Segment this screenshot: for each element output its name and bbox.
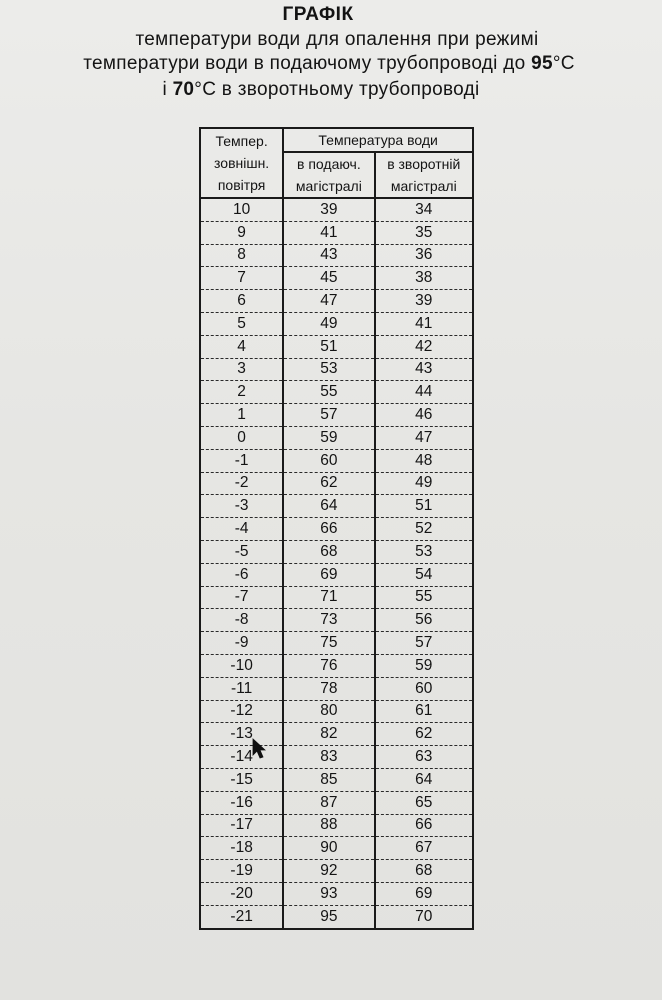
cell-return-temp: 62 <box>375 723 473 746</box>
cell-return-temp: 47 <box>375 426 473 449</box>
table-row <box>200 404 473 427</box>
supply-max-temp: 95 <box>531 53 553 74</box>
cell-return-temp: 63 <box>375 746 473 769</box>
table-row <box>200 495 473 518</box>
table-row <box>200 768 473 791</box>
header-water-temp: Температура води <box>283 128 473 152</box>
cell-return-temp: 49 <box>375 472 473 495</box>
cell-supply-temp: 95 <box>283 905 374 928</box>
cell-outdoor-temp: -5 <box>200 540 283 563</box>
cell-return-temp: 55 <box>375 586 473 609</box>
cell-outdoor-temp: -18 <box>200 837 283 860</box>
cell-outdoor-temp: 8 <box>200 244 283 267</box>
cell-supply-temp: 87 <box>283 791 374 814</box>
cell-outdoor-temp: 0 <box>200 426 283 449</box>
table-row <box>200 632 473 655</box>
cell-return-temp: 52 <box>375 518 473 541</box>
cell-return-temp: 39 <box>375 290 473 313</box>
table-row <box>200 860 473 883</box>
cell-outdoor-temp: 5 <box>200 312 283 335</box>
cell-outdoor-temp: 7 <box>200 267 283 290</box>
cell-return-temp: 51 <box>375 495 473 518</box>
cell-supply-temp: 68 <box>283 540 374 563</box>
cell-supply-temp: 43 <box>283 244 374 267</box>
subtitle-line-2 <box>0 53 660 75</box>
cell-return-temp: 70 <box>375 905 473 928</box>
cell-supply-temp: 47 <box>283 290 374 313</box>
cell-return-temp: 43 <box>375 358 473 381</box>
cell-return-temp: 38 <box>375 267 473 290</box>
cell-supply-temp: 83 <box>283 746 374 769</box>
cell-return-temp: 35 <box>375 221 473 244</box>
table-row <box>200 518 473 541</box>
table-row <box>200 335 473 358</box>
table-row <box>200 426 473 449</box>
header-supply-line-1: в подаюч. <box>297 156 361 172</box>
header-return-line-1: в зворотній <box>387 156 461 172</box>
cell-outdoor-temp: 6 <box>200 290 283 313</box>
cell-return-temp: 65 <box>375 791 473 814</box>
cell-outdoor-temp: -9 <box>200 632 283 655</box>
cell-supply-temp: 66 <box>283 518 374 541</box>
cell-outdoor-temp: -14 <box>200 746 283 769</box>
table-row <box>200 677 473 700</box>
cell-supply-temp: 51 <box>283 335 374 358</box>
mouse-pointer-icon <box>252 738 266 760</box>
cell-supply-temp: 60 <box>283 449 374 472</box>
cell-return-temp: 66 <box>375 814 473 837</box>
table-row <box>200 540 473 563</box>
table-row <box>200 312 473 335</box>
cell-outdoor-temp: -11 <box>200 677 283 700</box>
cell-supply-temp: 88 <box>283 814 374 837</box>
cell-supply-temp: 90 <box>283 837 374 860</box>
cell-supply-temp: 62 <box>283 472 374 495</box>
cell-return-temp: 54 <box>375 563 473 586</box>
cell-return-temp: 61 <box>375 700 473 723</box>
cell-supply-temp: 41 <box>283 221 374 244</box>
header-outdoor-line-3: повітря <box>217 177 266 193</box>
cell-outdoor-temp: 1 <box>200 404 283 427</box>
cell-outdoor-temp: 9 <box>200 221 283 244</box>
cell-outdoor-temp: 3 <box>200 358 283 381</box>
cell-outdoor-temp: -19 <box>200 860 283 883</box>
subtitle-text-3: і <box>162 79 173 100</box>
table-row <box>200 723 473 746</box>
cell-return-temp: 64 <box>375 768 473 791</box>
table-row <box>200 290 473 313</box>
cell-outdoor-temp: 2 <box>200 381 283 404</box>
cell-outdoor-temp: -10 <box>200 654 283 677</box>
table-body <box>200 198 473 929</box>
subtitle-line-1 <box>6 29 662 51</box>
cell-outdoor-temp: -4 <box>200 518 283 541</box>
cell-supply-temp: 57 <box>283 404 374 427</box>
cell-supply-temp: 73 <box>283 609 374 632</box>
table-row <box>200 244 473 267</box>
cell-supply-temp: 55 <box>283 381 374 404</box>
table-row <box>200 267 473 290</box>
header-return-line-2: магістралі <box>390 178 457 194</box>
cell-supply-temp: 69 <box>283 563 374 586</box>
table-row <box>200 586 473 609</box>
cell-supply-temp: 49 <box>283 312 374 335</box>
subtitle-line-3 <box>0 79 652 101</box>
cell-supply-temp: 80 <box>283 700 374 723</box>
cell-outdoor-temp: 4 <box>200 335 283 358</box>
cell-supply-temp: 76 <box>283 654 374 677</box>
cell-outdoor-temp: -3 <box>200 495 283 518</box>
cell-outdoor-temp: -6 <box>200 563 283 586</box>
header-outdoor-line-2: зовнішн. <box>214 155 270 171</box>
cell-return-temp: 56 <box>375 609 473 632</box>
table-row <box>200 563 473 586</box>
cell-return-temp: 44 <box>375 381 473 404</box>
cell-outdoor-temp: -16 <box>200 791 283 814</box>
cell-return-temp: 68 <box>375 860 473 883</box>
temperature-schedule-table <box>199 127 474 930</box>
cell-supply-temp: 71 <box>283 586 374 609</box>
cell-return-temp: 48 <box>375 449 473 472</box>
table-row <box>200 791 473 814</box>
cell-return-temp: 57 <box>375 632 473 655</box>
table-row <box>200 472 473 495</box>
table-row <box>200 609 473 632</box>
header-supply-line <box>283 152 374 198</box>
cell-outdoor-temp: -8 <box>200 609 283 632</box>
table-header <box>200 128 473 198</box>
cell-supply-temp: 53 <box>283 358 374 381</box>
cell-return-temp: 41 <box>375 312 473 335</box>
header-outdoor-temp <box>200 128 283 198</box>
cell-return-temp: 59 <box>375 654 473 677</box>
cell-outdoor-temp: -17 <box>200 814 283 837</box>
return-max-temp: 70 <box>172 79 195 100</box>
header-outdoor-line-1: Темпер. <box>215 133 268 149</box>
cell-supply-temp: 85 <box>283 768 374 791</box>
cell-supply-temp: 82 <box>283 723 374 746</box>
cell-supply-temp: 39 <box>283 198 374 221</box>
page-title: ГРАФІК <box>282 4 354 25</box>
table-row <box>200 654 473 677</box>
supply-unit: °C <box>552 53 575 74</box>
header-supply-line-2: магістралі <box>295 178 362 194</box>
table-row <box>200 746 473 769</box>
cell-supply-temp: 75 <box>283 632 374 655</box>
table-row <box>200 882 473 905</box>
cell-supply-temp: 45 <box>283 267 374 290</box>
cell-return-temp: 69 <box>375 882 473 905</box>
cell-outdoor-temp: -1 <box>200 449 283 472</box>
cell-supply-temp: 93 <box>283 882 374 905</box>
cell-return-temp: 46 <box>375 404 473 427</box>
cell-outdoor-temp: -12 <box>200 700 283 723</box>
table-row <box>200 814 473 837</box>
table-row <box>200 198 473 221</box>
cell-return-temp: 42 <box>375 335 473 358</box>
cell-supply-temp: 78 <box>283 677 374 700</box>
cell-outdoor-temp: -13 <box>200 723 283 746</box>
table-row <box>200 700 473 723</box>
table-row <box>200 837 473 860</box>
cell-outdoor-temp: -21 <box>200 905 283 928</box>
table-row <box>200 381 473 404</box>
table-row <box>200 358 473 381</box>
cell-outdoor-temp: -7 <box>200 586 283 609</box>
cell-supply-temp: 64 <box>283 495 374 518</box>
cell-supply-temp: 59 <box>283 426 374 449</box>
cell-return-temp: 36 <box>375 244 473 267</box>
subtitle-text-2: температури води в подаючому трубопроводі до <box>83 53 532 74</box>
header-return-line <box>375 152 473 198</box>
cell-return-temp: 34 <box>375 198 473 221</box>
return-unit-text: °C в зворотньому трубопроводі <box>194 79 480 100</box>
table-row <box>200 905 473 928</box>
cell-supply-temp: 92 <box>283 860 374 883</box>
table-row <box>200 449 473 472</box>
cell-outdoor-temp: -2 <box>200 472 283 495</box>
cell-outdoor-temp: -20 <box>200 882 283 905</box>
cell-return-temp: 67 <box>375 837 473 860</box>
cell-outdoor-temp: -15 <box>200 768 283 791</box>
subtitle-text-1: температури води для опалення при режимі <box>135 29 539 50</box>
cell-outdoor-temp: 10 <box>200 198 283 221</box>
cell-return-temp: 53 <box>375 540 473 563</box>
cell-return-temp: 60 <box>375 677 473 700</box>
table-row <box>200 221 473 244</box>
